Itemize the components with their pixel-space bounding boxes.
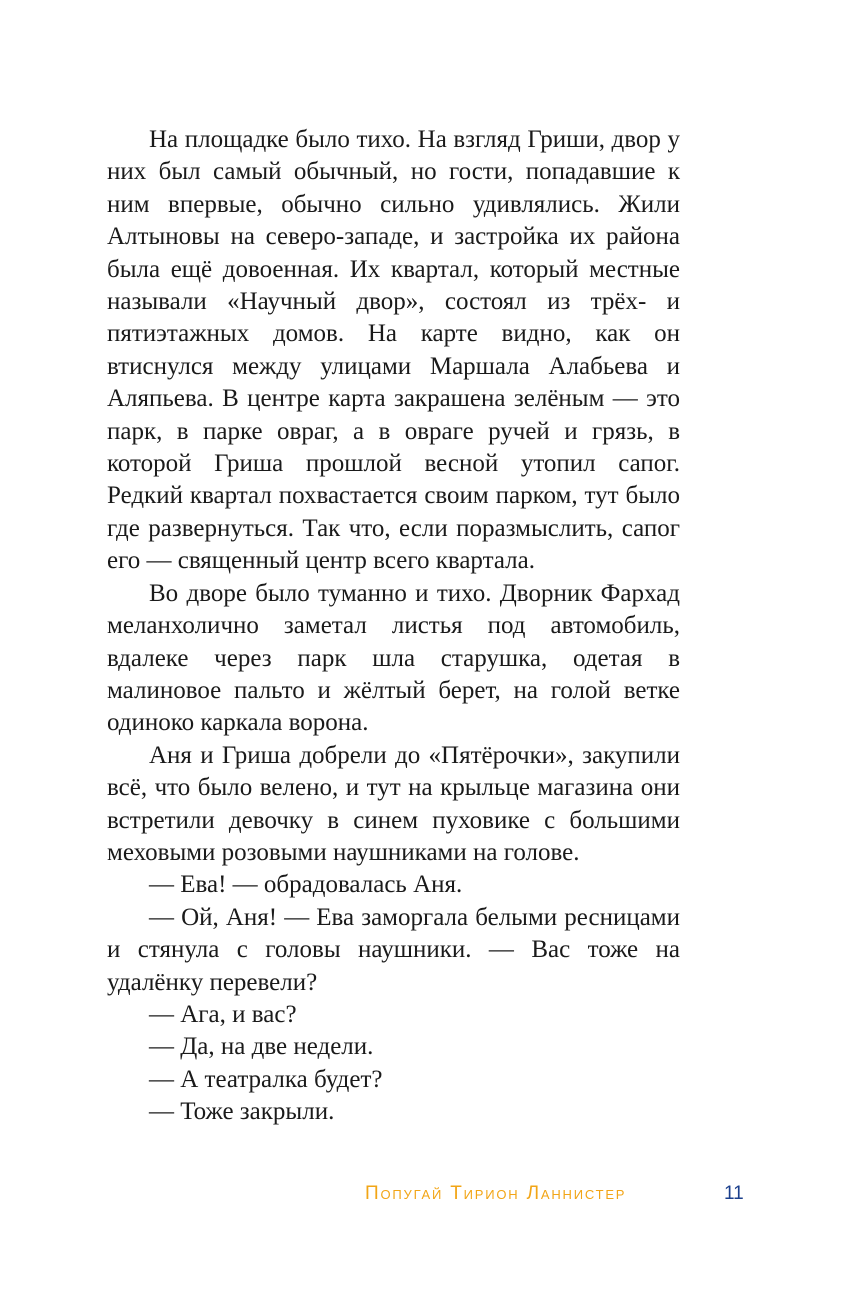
- paragraph-1: На площадке было тихо. На взгляд Гриши, двор у них был самый обычный, но гости, попадавшие к ним впервые, обычно сильно удивлялись. Жили Алтыновы на северо-западе, и застройка их района была ещё довоенная. Их квартал, который местные называли «Научный двор», состоял из трёх- и пятиэтажных домов. На карте видно, как он втиснулся между улицами Маршала Алабьева и Аляпьева. В центре карта закрашена зелёным — это парк, в парке овраг, а в овраге ручей и грязь, в которой Гриша прошлой весной утопил сапог. Редкий квартал похвастается своим парком, тут было где развернуться. Так что, если поразмыслить, сапог его — священный центр всего квартала.: [107, 126, 680, 575]
- running-footer-title: Попугай Тирион Ланнистер: [365, 1183, 627, 1204]
- dialog-line-4: — Да, на две недели.: [149, 1033, 374, 1061]
- paragraph-3: Аня и Гриша добрели до «Пятёрочки», закупили всё, что было велено, и тут на крыльце магазина они встретили девочку в синем пуховике с большими меховыми розовыми наушниками на голове.: [107, 741, 680, 866]
- dialog-line-3: — Ага, и вас?: [149, 1000, 297, 1028]
- body-text: [107, 124, 680, 1129]
- page-number: 11: [724, 1183, 744, 1204]
- dialog-line-2: — Ой, Аня! — Ева заморгала белыми ресницами и стянула с головы наушники. — Вас тоже на удалёнку перевели?: [107, 903, 680, 996]
- dialog-line-1: — Ева! — обрадовалась Аня.: [149, 871, 463, 899]
- dialog-line-5: — А театралка будет?: [149, 1065, 383, 1093]
- dialog-line-6: — Тоже закрыли.: [149, 1098, 335, 1126]
- paragraph-2: Во дворе было туманно и тихо. Дворник Фархад меланхолично заметал листья под автомобиль, вдалеке через парк шла старушка, одетая в малиновое пальто и жёлтый берет, на голой ветке одиноко каркала ворона.: [107, 579, 680, 737]
